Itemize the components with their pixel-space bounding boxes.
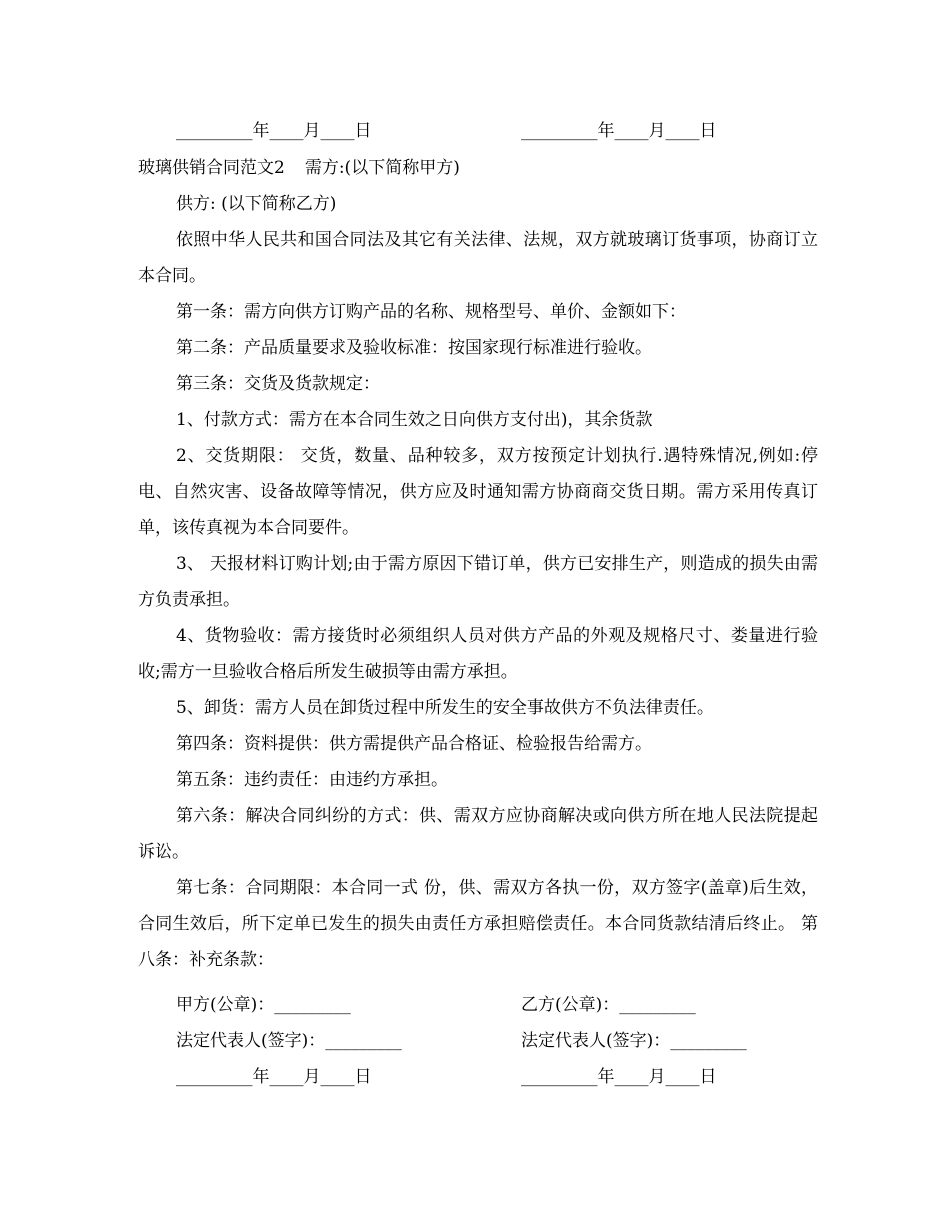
paragraph-article-2: 第二条：产品质量要求及验收标准：按国家现行标准进行验收。 [176,338,652,358]
contract-body [138,186,818,978]
document-title: 玻璃供销合同范文2 [138,158,285,178]
buyer-intro: 需方:(以下简称甲方) [304,158,460,178]
paragraph-article-3: 第三条：交货及货款规定： [176,374,380,394]
paragraph-article-1: 第一条：需方向供方订购产品的名称、规格型号、单价、金额如下： [176,302,686,322]
paragraph-delivery: 2、交货期限： 交货，数量、品种较多，双方按预定计划执行.遇特殊情况,例如:停电、自然灾害、设备故障等情况，供方应及时通知需方协商商交货日期。需方采用传真订单，该传真视为本合同要件。 [138,446,818,538]
party-a-seal: 甲方(公章)：_________ [176,995,351,1015]
heading-row [138,157,460,179]
party-b-date: _________年____月____日 [521,1067,717,1087]
paragraph-article-5: 第五条：违约责任：由违约方承担。 [176,770,448,790]
supplier-intro: 供方: (以下简称乙方) [176,194,337,214]
paragraph-order-plan: 3、 天报材料订购计划;由于需方原因下错订单，供方已安排生产，则造成的损失由需方负责承担。 [138,554,818,610]
paragraph-inspection: 4、货物验收：需方接货时必须组织人员对供方产品的外观及规格尺寸、娄量进行验收;需方一旦验收合格后所发生破损等由需方承担。 [138,626,818,682]
paragraph-payment: 1、付款方式：需方在本合同生效之日向供方支付出)，其余货款 [176,410,653,430]
paragraph-article-6: 第六条：解决合同纠纷的方式：供、需双方应协商解决或向供方所在地人民法院提起诉讼。 [138,806,818,862]
paragraph-article-4: 第四条：资料提供：供方需提供产品合格证、检验报告给需方。 [176,734,652,754]
top-date-left: _________年____月____日 [176,121,372,141]
party-b-representative: 法定代表人(签字)：_________ [521,1031,747,1051]
party-a-representative: 法定代表人(签字)：_________ [176,1031,402,1051]
party-b-seal: 乙方(公章)：_________ [521,995,696,1015]
paragraph-unloading: 5、卸货：需方人员在卸货过程中所发生的安全事故供方不负法律责任。 [176,698,714,718]
paragraph-preamble: 依照中华人民共和国合同法及其它有关法律、法规，双方就玻璃订货事项，协商订立本合同。 [138,230,818,286]
party-a-date: _________年____月____日 [176,1067,372,1087]
paragraph-article-7: 第七条：合同期限：本合同一式 份，供、需双方各执一份，双方签字(盖章)后生效，合同生效后，所下定单已发生的损失由责任方承担赔偿责任。本合同货款结清后终止。 第八条：补充条款： [138,878,818,970]
top-date-right: _________年____月____日 [521,121,717,141]
